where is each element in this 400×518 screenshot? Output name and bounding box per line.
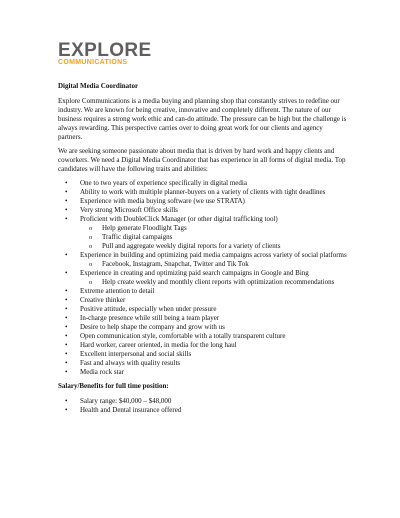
salary-item: • Health and Dental insurance offered bbox=[58, 406, 348, 415]
trait-subitem: o Help create weekly and monthly client reports with optimization recommendations bbox=[80, 278, 348, 287]
trait-item bbox=[58, 269, 348, 287]
trait-item bbox=[58, 206, 348, 215]
trait-item bbox=[58, 314, 348, 323]
trait-text: One to two years of experience specifically in digital media bbox=[80, 179, 247, 187]
trait-text: Media rock star bbox=[80, 368, 124, 376]
trait-subitem: o Facebook, Instagram, Snapchat, Twitter and Tik Tok bbox=[80, 260, 348, 269]
trait-item bbox=[58, 350, 348, 359]
trait-text: Experience with media buying software (we use STRATA) bbox=[80, 197, 245, 205]
salary-heading: Salary/Benefits for full time position: bbox=[58, 382, 169, 390]
trait-subitem: o Pull and aggregate weekly digital reports for a variety of clients bbox=[80, 242, 348, 251]
trait-text: Extreme attention to detail bbox=[80, 287, 155, 295]
trait-item bbox=[58, 305, 348, 314]
intro-paragraph: Explore Communications is a media buying and planning shop that constantly strives to redefine our industry. We are known for being creative, innovative and completely different. The nature of our business requires a strong work ethic and can-do attitude. The pressure can be high but the challenge is always rewarding. This perspective carries over to doing great work for our clients and agency partners. bbox=[58, 97, 347, 141]
document-body bbox=[58, 82, 348, 420]
trait-sublist bbox=[80, 278, 348, 287]
trait-item bbox=[58, 215, 348, 251]
trait-text: Fast and always with quality results bbox=[80, 359, 181, 367]
trait-text: Open communication style, comfortable with a totally transparent culture bbox=[80, 332, 286, 340]
trait-text: Positive attitude, especially when under pressure bbox=[80, 305, 217, 313]
trait-text: Experience in creating and optimizing paid search campaigns in Google and Bing bbox=[80, 269, 309, 277]
trait-sublist bbox=[80, 224, 348, 251]
trait-item bbox=[58, 287, 348, 296]
trait-text: Creative thinker bbox=[80, 296, 126, 304]
trait-sublist bbox=[80, 260, 348, 269]
trait-item bbox=[58, 341, 348, 350]
trait-text: Ability to work with multiple planner-buyers on a variety of clients with tight deadlines bbox=[80, 188, 326, 196]
trait-text: In-charge presence while still being a team player bbox=[80, 314, 220, 322]
trait-item bbox=[58, 188, 348, 197]
trait-subitem: o Traffic digital campaigns bbox=[80, 233, 348, 242]
trait-text: Desire to help shape the company and grow with us bbox=[80, 323, 225, 331]
trait-item bbox=[58, 296, 348, 305]
trait-item bbox=[58, 179, 348, 188]
trait-subitem: o Help generate Floodlight Tags bbox=[80, 224, 348, 233]
company-logo bbox=[58, 42, 152, 67]
logo-tagline: COMMUNICATIONS bbox=[58, 59, 128, 66]
logo-wordmark: EXPLORE bbox=[58, 40, 152, 61]
traits-list bbox=[58, 179, 348, 377]
trait-item bbox=[58, 197, 348, 206]
trait-item bbox=[58, 332, 348, 341]
trait-text: Experience in building and optimizing paid media campaigns across variety of social platforms bbox=[80, 251, 347, 259]
trait-text: Proficient with DoubleClick Manager (or other digital trafficking tool) bbox=[80, 215, 278, 223]
trait-item bbox=[58, 368, 348, 377]
trait-text: Excellent interpersonal and social skills bbox=[80, 350, 192, 358]
trait-item bbox=[58, 323, 348, 332]
seeking-paragraph: We are seeking someone passionate about media that is driven by hard work and happy clients and coworkers. We need a Digital Media Coordinator that has experience in all forms of digital media. Top candidates will have the following traits and abilities: bbox=[58, 147, 346, 173]
salary-list bbox=[58, 397, 348, 415]
salary-item: • Salary range: $40,000 – $48,000 bbox=[58, 397, 348, 406]
trait-item bbox=[58, 251, 348, 269]
job-title: Digital Media Coordinator bbox=[58, 82, 139, 90]
trait-text: Hard worker, career oriented, in media for the long haul bbox=[80, 341, 237, 349]
trait-item bbox=[58, 359, 348, 368]
trait-text: Very strong Microsoft Office skills bbox=[80, 206, 178, 214]
